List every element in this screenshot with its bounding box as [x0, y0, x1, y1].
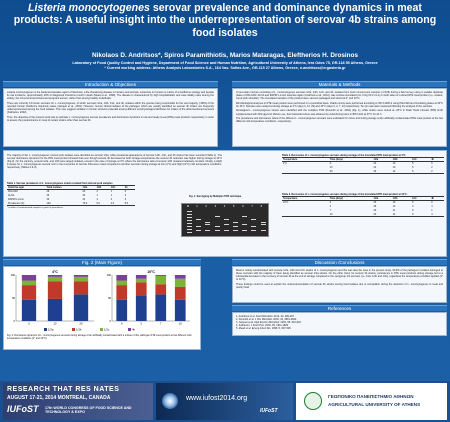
table3 [282, 193, 444, 217]
gel-lane-label: 6 [242, 205, 244, 208]
table-cell: 6 [431, 162, 433, 166]
gel-band [261, 230, 266, 231]
table-cell: 16 [392, 162, 396, 166]
fig1-caption: Fig. 1. Serotyping by Multiplex PCR technique [189, 195, 242, 198]
discussion-paragraph: These findings could be used to explain the underrepresentation of serovar 4b strains among food isolates due to competition during the detection of L. monocytogenes in meat and poultry food. [236, 282, 443, 289]
table-cell: 6 [124, 198, 127, 201]
gel-band [215, 216, 220, 217]
gel-lane-label: 5 [233, 205, 235, 208]
table-row [282, 170, 444, 174]
table-cell: 23 [373, 162, 377, 166]
footer [0, 381, 450, 422]
table1-caption: Table 1. Serovar prevalence of L. monocytogenes strains isolated from minced pork samples. [7, 182, 114, 185]
table-cell: 100 [46, 201, 51, 205]
bar-segment [74, 275, 88, 277]
table-cell: 29 [329, 169, 333, 173]
bar-segment [22, 275, 36, 281]
gel-band [224, 219, 229, 220]
legend-swatch [72, 328, 75, 331]
table-cell [282, 213, 329, 217]
intro-paragraph: Listeria monocytogenes is the bacterial causative agent of listeriosis, a life-threatening disease in humans and animals. Listeriosis in humans is mainly of a foodborne etiology and despite its low incidence, approximately 20% of diagnosed infections result in death (Mead et al., 1999). The disease is characterized by high hospitalization and case fatality rates among the elderly, the immunocompromised and pregnant women, rather than among healthy individuals. [7, 91, 214, 101]
table2-header: 1/2a [373, 158, 379, 161]
x-tick-label: 29 [79, 322, 83, 326]
congress-name: 17th WORLD CONGRESS OF FOOD SCIENCE AND TECHNOLOGY & EXPO [45, 406, 132, 415]
bar-segment [74, 277, 88, 282]
banner-date: AUGUST 17-21, 2014 MONTREAL, CANADA [7, 395, 111, 401]
bar-segment [116, 300, 127, 321]
bar-segment [48, 299, 62, 321]
table-cell: 1 [110, 190, 113, 194]
bar-segment [175, 275, 186, 279]
bar-segment [175, 279, 186, 287]
table2 [282, 154, 444, 174]
table-cell: 1 [110, 194, 113, 197]
table-cell: 4 [431, 205, 433, 208]
gel-band [187, 217, 192, 218]
table3-header: 1/2c [412, 197, 417, 200]
table-cell: 36 [46, 194, 50, 197]
x-tick-label: 10 [178, 322, 182, 326]
bar-segment [155, 284, 166, 294]
gel-band [251, 226, 256, 227]
legend-swatch [44, 328, 47, 331]
results-text: The majority of the L. monocytogenes minced pork isolates were identified as serovar 1/2a, while occasional appearance of serovar 1/2b, 1/2c, and 4b strains has been recorded (Table 1). The serovar dominance dynamics for the RTE meat product showed that even though serovar 4b decreased at both storage temperatures the serovar 4b reduction was higher during storage at 10°C (Fig.2). On the contrary, serovar 1/2a, and 1/2b were largely isolated, except in the case of storage at 4°C where the dominance ratio of serovar 1/2b remained relatively constant. Finally, a slight increase for L. monocytogenes serovar 1/2c in the recoveries of serovar 1/2a were noted compared to all other serovars during storage at low (4°C) and high (10°C) cold temperature conditions, respectively (Tables 2 & 3). [7, 154, 222, 170]
table-cell: 23 [373, 212, 377, 216]
title-italic: Listeria monocytogenes [28, 2, 150, 14]
methods-paragraph: Serological L. monocytogenes strains were identified with the multiplex PCR (Doumith et al., 2004) (Fig. 1), while strains were stored at -20°C in Brain Heart Infusion (BHI) broth supplemented with 20% glycerol. Before use, their bacterial culture was obtained by subculturing twice in BHI broth at 37°C for 24 h. [236, 109, 443, 116]
table-cell: 14 [392, 212, 396, 216]
table-cell: ALOA [8, 194, 15, 197]
affiliation: Laboratory of Food Quality Control and Hygiene, Department of Food Science and Human Nutrition, Agricultural University of Athens, Iera Odos 75, GR-118 55 Athens, Greece [72, 61, 378, 65]
intro-paragraph: Thus, the objective of the present work was to estimate L. monocytogenes serovar prevalence and dominance dynamics in raw and ready-to-eat (RTE) meat products respectively, in order to assess the predominance in meat of certain strains other than serovar 4b. [7, 115, 214, 122]
legend-label: 4b [132, 327, 136, 332]
y-tick-label: 0 [13, 320, 15, 323]
university-name-english: AGRICULTURAL UNIVERSITY OF ATHENS [328, 402, 421, 407]
gel-lane [204, 206, 211, 236]
table-cell: 0 [124, 190, 127, 194]
table-cell: 29 [373, 169, 377, 173]
bar-segment [74, 294, 88, 321]
table-cell: 9 [412, 209, 414, 212]
table-cell: PALCAM [8, 190, 18, 194]
table1-header: 1/2a [82, 186, 88, 189]
table-cell: 28 [373, 205, 377, 208]
gel-lane [241, 206, 248, 236]
table-row [282, 213, 444, 217]
table-cell: 4 [96, 198, 98, 201]
table-cell: 0 [329, 162, 332, 166]
table1 [7, 182, 135, 209]
discussion-paragraph: Meat is mainly contaminated with serovar 1/2a, 1/2b and 1/2c strains of L. monocytogenes and this was also the case in the present study. 90.8% of the pathogen's isolates belonged to these serovars with the majority of them being identified as serovar 1/2a strains. On the other hand, for serovar 4b strains, persistence in RTE meat products during storage led to a substantial decrease in the recovery of serovar 4b at the end of storage compared to the serogroup 1/2 serovars (i.e. 1/2a, 1/2b and 1/2c), regardless the temperature condition applied (4° or 10°C). [236, 269, 443, 282]
reference-item: 2. Doumith et al. J Clin Microbiol. 2004, 42, 3819-3822. [236, 318, 298, 322]
iufost-site-banner [156, 383, 293, 420]
table-cell: 5 [412, 201, 414, 205]
table-cell: 2 [329, 205, 332, 208]
bar-segment [155, 275, 166, 276]
discussion-box [232, 266, 447, 303]
bar-segment [175, 300, 186, 321]
table1-grid [7, 185, 135, 206]
table-cell: 24 [373, 166, 377, 169]
table-cell: 4°C [283, 162, 288, 166]
gel-band [205, 230, 210, 231]
title-rest: serovar prevalence and dominance dynamics in meat products: A useful insight into the underrepresentation of serovar 4b strains among food isolates [13, 2, 437, 39]
table-cell: 5 [412, 166, 414, 169]
reference-item: 4. Kathariou. J Food Prot. 2002, 65, 1811-1829. [236, 324, 289, 328]
intro-header: Introduction & Objectives [3, 81, 218, 87]
table-cell: 5 [412, 162, 414, 166]
table-cell: 4 [431, 212, 433, 216]
legend-swatch [128, 328, 131, 331]
fig2-header: Fig. 2 (Main Figure) [3, 259, 201, 265]
gel-lane [260, 206, 267, 236]
legend-label: 1/2a [48, 327, 54, 332]
authors: Nikolaos D. Andritsos*, Spiros Paramithiotis, Marios Mataragas, Eleftherios H. Drosinos [91, 52, 359, 59]
table1-header: 1/2c [110, 186, 116, 189]
table3-header: Time (days) [329, 197, 344, 200]
table-cell: 0 [329, 201, 332, 205]
bar-segment [116, 285, 127, 300]
bar-segment [74, 281, 88, 294]
gel-lane-label: 1 [196, 205, 198, 208]
reference-item: 1. Andritsos et al. Food Microbiol. 2012, 32, 289-297. [236, 315, 295, 318]
x-tick-label: 13 [53, 322, 57, 326]
bar-segment [136, 279, 147, 283]
table-cell: 6 [431, 201, 433, 205]
table-cell: Prevalence (%) [8, 201, 25, 205]
gel-band [242, 216, 247, 217]
table-cell: 14 [392, 205, 396, 208]
table-cell: 9.0 [96, 201, 100, 205]
banner-headline: RESEARCH THAT RES NATES [7, 386, 120, 393]
table-cell: 19 [392, 166, 396, 169]
table3-header: 1/2a [373, 197, 379, 200]
table-row [7, 202, 135, 206]
x-tick-label: 2 [140, 322, 142, 326]
table1-header: 1/2b [96, 186, 102, 189]
table-cell: 36 [46, 198, 50, 201]
table-cell: 28 [46, 190, 50, 194]
gel-band [196, 230, 201, 231]
table-cell: 10°C [283, 201, 289, 205]
university-name-greek: ΓΕΩΠΟΝΙΚΟ ΠΑΝΕΠΙΣΤΗΜΙΟ ΑΘΗΝΩΝ [328, 394, 414, 399]
gel-lane [232, 206, 239, 236]
table2-header: 4b [431, 158, 434, 161]
methods-paragraph: The prevalence and dominance ratios of the different L. monocytogenes serovars were estimated for mince and during storage at the artificially contaminated RTE meat product at the two different cold temperature conditions, respectively. [236, 117, 443, 124]
reference-item: 3. Jacquet et al. Appl Environ Microbiol. 2002, 68, 616-623. [236, 321, 302, 325]
table2-header: 1/2b [392, 158, 398, 161]
table-cell [282, 170, 329, 174]
table-cell: 7 [329, 209, 332, 212]
table-cell: 4 [96, 190, 98, 194]
gel-band [187, 211, 192, 212]
gel-lane-label: 7 [251, 205, 253, 208]
bar-segment [22, 285, 36, 300]
gel-band [215, 226, 220, 227]
fig2-chart-box [3, 266, 201, 350]
reference-item: 5. Mead et al. Emerg Infect Dis. 1999, 5, 607-625. [236, 327, 292, 331]
chart-title: 10°C [147, 270, 155, 274]
gel-band [224, 224, 229, 225]
gel-band [233, 230, 238, 231]
table-cell: 29 [373, 209, 377, 212]
table-cell: 1 [96, 194, 98, 197]
bar-segment [22, 300, 36, 321]
table-cell: 32 [82, 194, 86, 197]
table2-caption: Table 2. Recoveries of L. monocytogenes serovars during storage of the inoculated RTE meat product at 4°C. [282, 154, 407, 157]
methods-paragraph: Microbiological analyses of RTE meat product were performed on a periodical basis. Viable counts were performed according to ISO 11290-2 using PALCAM and incubating plates at 30°C for 48 h. Samples were analyzed during storage at 4°C (days 0, 13, 29) and 10°C (days 0, 2, 7, 10) respectively. Ten pin was also measured following the analysis of the samples. [236, 101, 443, 108]
bar-segment [48, 281, 62, 298]
table-cell: 2 [431, 169, 433, 173]
table3-header: Temperature [283, 197, 298, 200]
iufost-small-logo: IUFoST [260, 408, 278, 414]
legend-label: 1/2c [104, 327, 110, 332]
iufost-url: www.iufost2014.org [186, 395, 248, 402]
fig2-chart [4, 267, 200, 333]
gel-band [233, 226, 238, 227]
table-cell: 2 [431, 166, 433, 169]
y-tick-label: 100 [10, 274, 15, 277]
gel-band [187, 232, 192, 233]
gel-band [224, 230, 229, 231]
fig2-caption: Fig. 2. Dominance dynamics of L. monocytogenes serovars during storage of an artificially contaminated with a mixture of the pathogen RTE meat product at two different cold temperature conditions (4° and 10°C). [7, 334, 192, 340]
methods-header: Materials & Methods [232, 81, 447, 87]
references-box [232, 312, 447, 336]
gel-lane [250, 206, 257, 236]
intro-box [3, 88, 218, 147]
table-cell: 10 [329, 212, 333, 216]
bar-segment [136, 295, 147, 321]
table-cell: RAPID'L.mono [8, 198, 24, 201]
table-cell: 2 [110, 198, 113, 201]
bar-segment [175, 287, 186, 300]
table-cell: 23 [82, 190, 86, 194]
y-tick-label: 50 [108, 297, 111, 300]
gel-band [187, 223, 192, 224]
university-banner [296, 383, 447, 420]
gel-band [242, 230, 247, 231]
table-cell: 9 [412, 212, 414, 216]
gel-band [187, 220, 192, 221]
table-cell: 5 [412, 169, 414, 173]
x-tick-label: 0 [28, 322, 30, 326]
iufost-logo: IUFoST [7, 404, 39, 414]
bar-segment [155, 276, 166, 284]
table-cell: 24 [82, 198, 86, 201]
y-tick-label: 50 [12, 297, 15, 300]
legend-label: 1/2b [76, 327, 82, 332]
university-seal-icon [304, 392, 322, 410]
x-tick-label: 0 [121, 322, 123, 326]
table-cell: 79.0 [82, 201, 88, 205]
poster-title [4, 2, 446, 39]
gel-lane [214, 206, 221, 236]
gel-band [251, 219, 256, 220]
bar-segment [22, 281, 36, 286]
table3-header: 1/2b [392, 197, 398, 200]
table-cell: 1 [431, 209, 433, 212]
table2-header: 1/2c [412, 158, 417, 161]
gel-band [187, 229, 192, 230]
gel-band [196, 219, 201, 220]
gel-lane-label: 2 [205, 205, 207, 208]
table-cell: 4.0 [110, 201, 115, 205]
affiliation-block [0, 61, 450, 71]
gel-band [196, 226, 201, 227]
legend-swatch [100, 328, 103, 331]
table1-header: Total isolates [46, 186, 62, 189]
bar-segment [155, 294, 166, 321]
bar-segment [136, 282, 147, 295]
table-cell: 14 [392, 169, 396, 173]
table1-header: 4b [124, 186, 128, 189]
chart-title: 4°C [52, 270, 58, 274]
table-cell: 16 [392, 201, 396, 205]
table2-header: Time (days) [329, 158, 344, 161]
gel-band [233, 222, 238, 223]
table-cell: 13 [329, 166, 333, 169]
gel-lane-label: 8 [260, 205, 263, 208]
y-tick-label: 100 [106, 274, 111, 277]
intro-paragraph: There are currently 13 known serovars for L. monocytogenes, of which serovars 1/2a, 1/2b, 1/2c, and 4b, isolates within the species being responsible for the vast majority (>98%) of the reported human foodborne listeriosis cases (Jacquet et al., 2002). However, human clinical isolates of the pathogen which are usually identified as serovar 4b strains are frequently underrepresented among the food isolates. This may suggest variation in human virulence potential among different ecophysiological attributes for strains of the aforementioned serovars (Kathariou, 2002). [7, 101, 214, 115]
gel-lane [195, 206, 202, 236]
methods-paragraph: A four-strain mixture consisting of L. monocytogenes serovars 1/2a, 1/2b, 1/2c, and 4b, isolated from fresh minced pork samples (n=105) during a field survey using in parallel duplicate plates of PALCAM, ALOA and RAPID'L.mono selective agars (Andritsos et al., 2012), was surface-inoculated (ca. 6 log CFU ml-1) on both sides of a sliced RTE meat product (i.e. cooked, cured pork shoulder). The inoculated samples of the product were vacuum-packaged and stored at 4° and 10°C. [236, 91, 443, 101]
table3-header: 4b [431, 197, 434, 200]
pcr-gel-image [181, 203, 269, 237]
gel-band [261, 224, 266, 225]
table3-caption: Table 3. Recoveries of L. monocytogenes serovars during storage of the inoculated RTE meat product at 10°C. [282, 193, 408, 196]
table1-note: * number of contaminated samples is given in parenthesis [7, 207, 64, 209]
bar-segment [116, 281, 127, 286]
discussion-header: Discussion /Conclusions [232, 259, 447, 265]
table-cell: 23 [373, 201, 377, 205]
gel-band [205, 224, 210, 225]
table2-header: Temperature [283, 158, 298, 161]
table2-grid [282, 157, 444, 174]
bar-segment [48, 275, 62, 277]
table-cell: 2 [124, 194, 127, 197]
congress-banner [3, 383, 153, 420]
gel-band [187, 226, 192, 227]
gel-band [251, 230, 256, 231]
table3-grid [282, 196, 444, 217]
gel-lane [186, 206, 193, 236]
table-cell: 11 [392, 209, 396, 212]
table-cell: 4 [412, 205, 414, 208]
bar-segment [136, 275, 147, 279]
gel-lane-label: 3 [214, 205, 217, 208]
gel-lane-label: 4 [223, 205, 226, 208]
bar-segment [48, 277, 62, 282]
table1-header: Selective agar [8, 186, 25, 189]
gel-band [187, 214, 192, 215]
x-tick-label: 7 [160, 322, 162, 326]
bar-segment [116, 275, 127, 281]
globe-icon [162, 393, 178, 409]
gel-lane-label: M [187, 205, 190, 208]
table-cell: 8.0 [124, 201, 129, 205]
references-header: References [232, 305, 447, 311]
correspondence: * Current working address: Athens Analysis Laboratories S.A., 164 Vas. Sofias Ave., GR-115 27 Athens, Greece, n.andritsos@ergasteria.gr [104, 66, 346, 70]
gel-lane [223, 206, 230, 236]
gel-band [242, 224, 247, 225]
y-tick-label: 0 [109, 320, 111, 323]
methods-box [232, 88, 447, 147]
gel-band [215, 230, 220, 231]
